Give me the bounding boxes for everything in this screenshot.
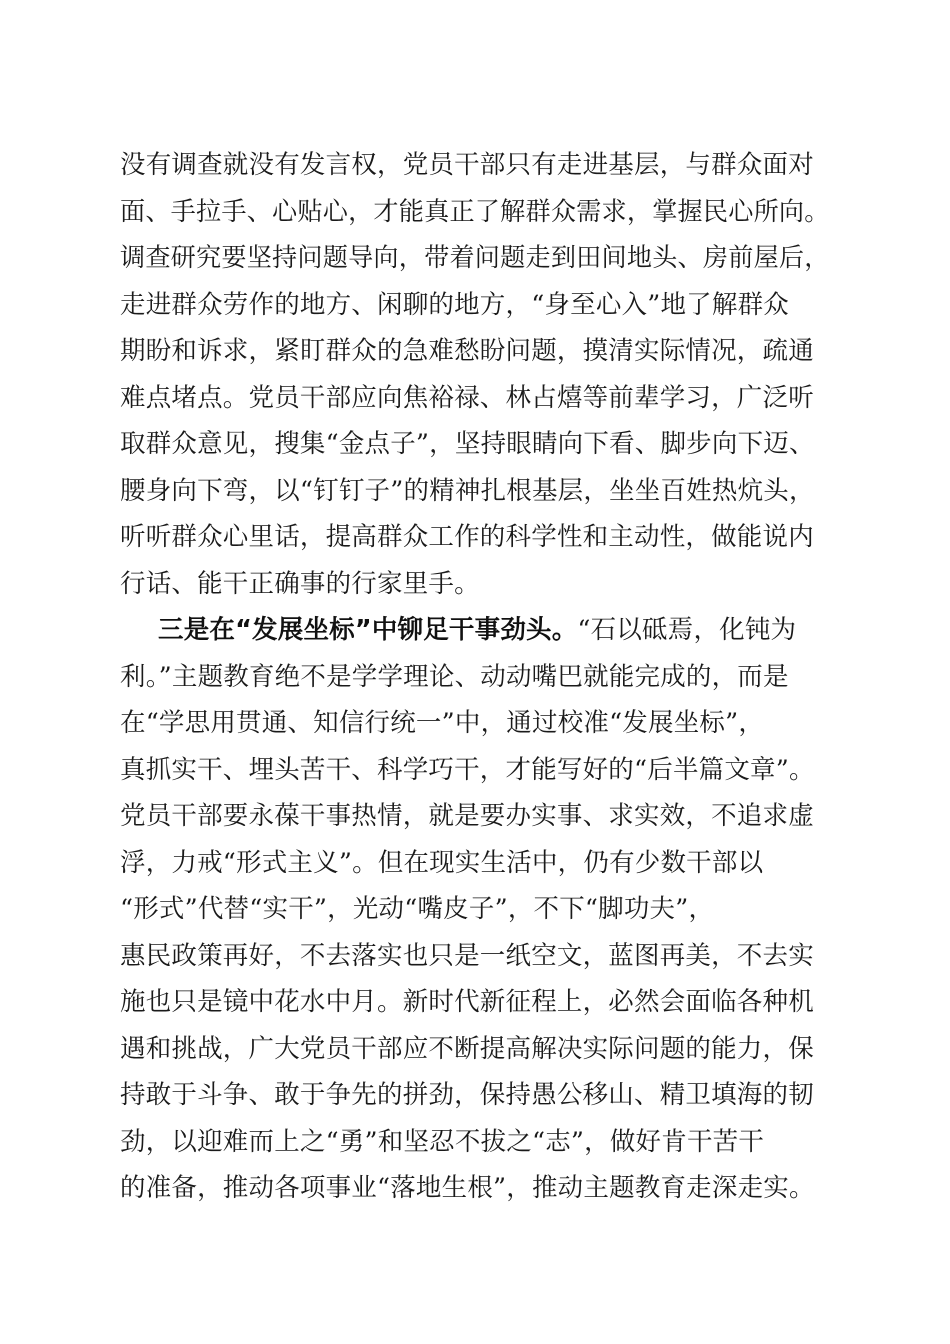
body-text-line: 难点堵点。党员干部应向焦裕禄、林占熺等前辈学习，广泛听	[120, 383, 814, 413]
body-text-line: 调查研究要坚持问题导向，带着问题走到田间地头、房前屋后，	[120, 243, 830, 273]
body-text-line: 面、手拉手、心贴心，才能真正了解群众需求，掌握民心所向。	[120, 197, 830, 227]
body-text-line: 没有调查就没有发言权，党员干部只有走进基层，与群众面对	[120, 150, 814, 180]
body-text-line: 期盼和诉求，紧盯群众的急难愁盼问题，摸清实际情况，疏通	[120, 336, 814, 366]
body-text-line: 惠民政策再好，不去落实也只是一纸空文，蓝图再美，不去实	[120, 941, 814, 971]
body-text-line: 遇和挑战，广大党员干部应不断提高解决实际问题的能力，保	[120, 1034, 814, 1064]
body-text-line: 走进群众劳作的地方、闲聊的地方，“身至心入”地了解群众	[120, 290, 789, 320]
body-text-line: 施也只是镜中花水中月。新时代新征程上，必然会面临各种机	[120, 987, 814, 1017]
section-heading: 三是在“发展坐标”中铆足干事劲头。	[158, 615, 578, 645]
body-text-line: 行话、能干正确事的行家里手。	[120, 569, 480, 599]
body-text-line: 在“学思用贯通、知信行统一”中，通过校准“发展坐标”，	[120, 708, 765, 738]
body-text-line: 的准备，推动各项事业“落地生根”，推动主题教育走深走实。	[120, 1173, 815, 1203]
body-text-line: 党员干部要永葆干事热情，就是要办实事、求实效，不追求虚	[120, 801, 814, 831]
body-text-inline: “石以砥焉，化钝为	[577, 615, 797, 645]
body-text-line: 腰身向下弯，以“钉钉子”的精神扎根基层，坐坐百姓热炕头，	[120, 476, 815, 506]
body-text-line: 真抓实干、埋头苦干、科学巧干，才能写好的“后半篇文章”。	[120, 755, 815, 785]
paragraph-first-line	[158, 613, 796, 647]
body-text-line: “形式”代替“实干”，光动“嘴皮子”，不下“脚功夫”，	[120, 894, 715, 924]
body-text-line: 浮，力戒“形式主义”。但在现实生活中，仍有少数干部以	[120, 848, 764, 878]
body-text-line: 取群众意见，搜集“金点子”，坚持眼睛向下看、脚步向下迈、	[120, 429, 815, 459]
body-text-line: 利。”主题教育绝不是学学理论、动动嘴巴就能完成的，而是	[120, 662, 789, 692]
body-text-line: 劲，以迎难而上之“勇”和坚忍不拔之“志”，做好肯干苦干	[120, 1127, 765, 1157]
body-text-line: 持敢于斗争、敢于争先的拼劲，保持愚公移山、精卫填海的韧	[120, 1080, 814, 1110]
body-text-line: 听听群众心里话，提高群众工作的科学性和主动性，做能说内	[120, 522, 814, 552]
